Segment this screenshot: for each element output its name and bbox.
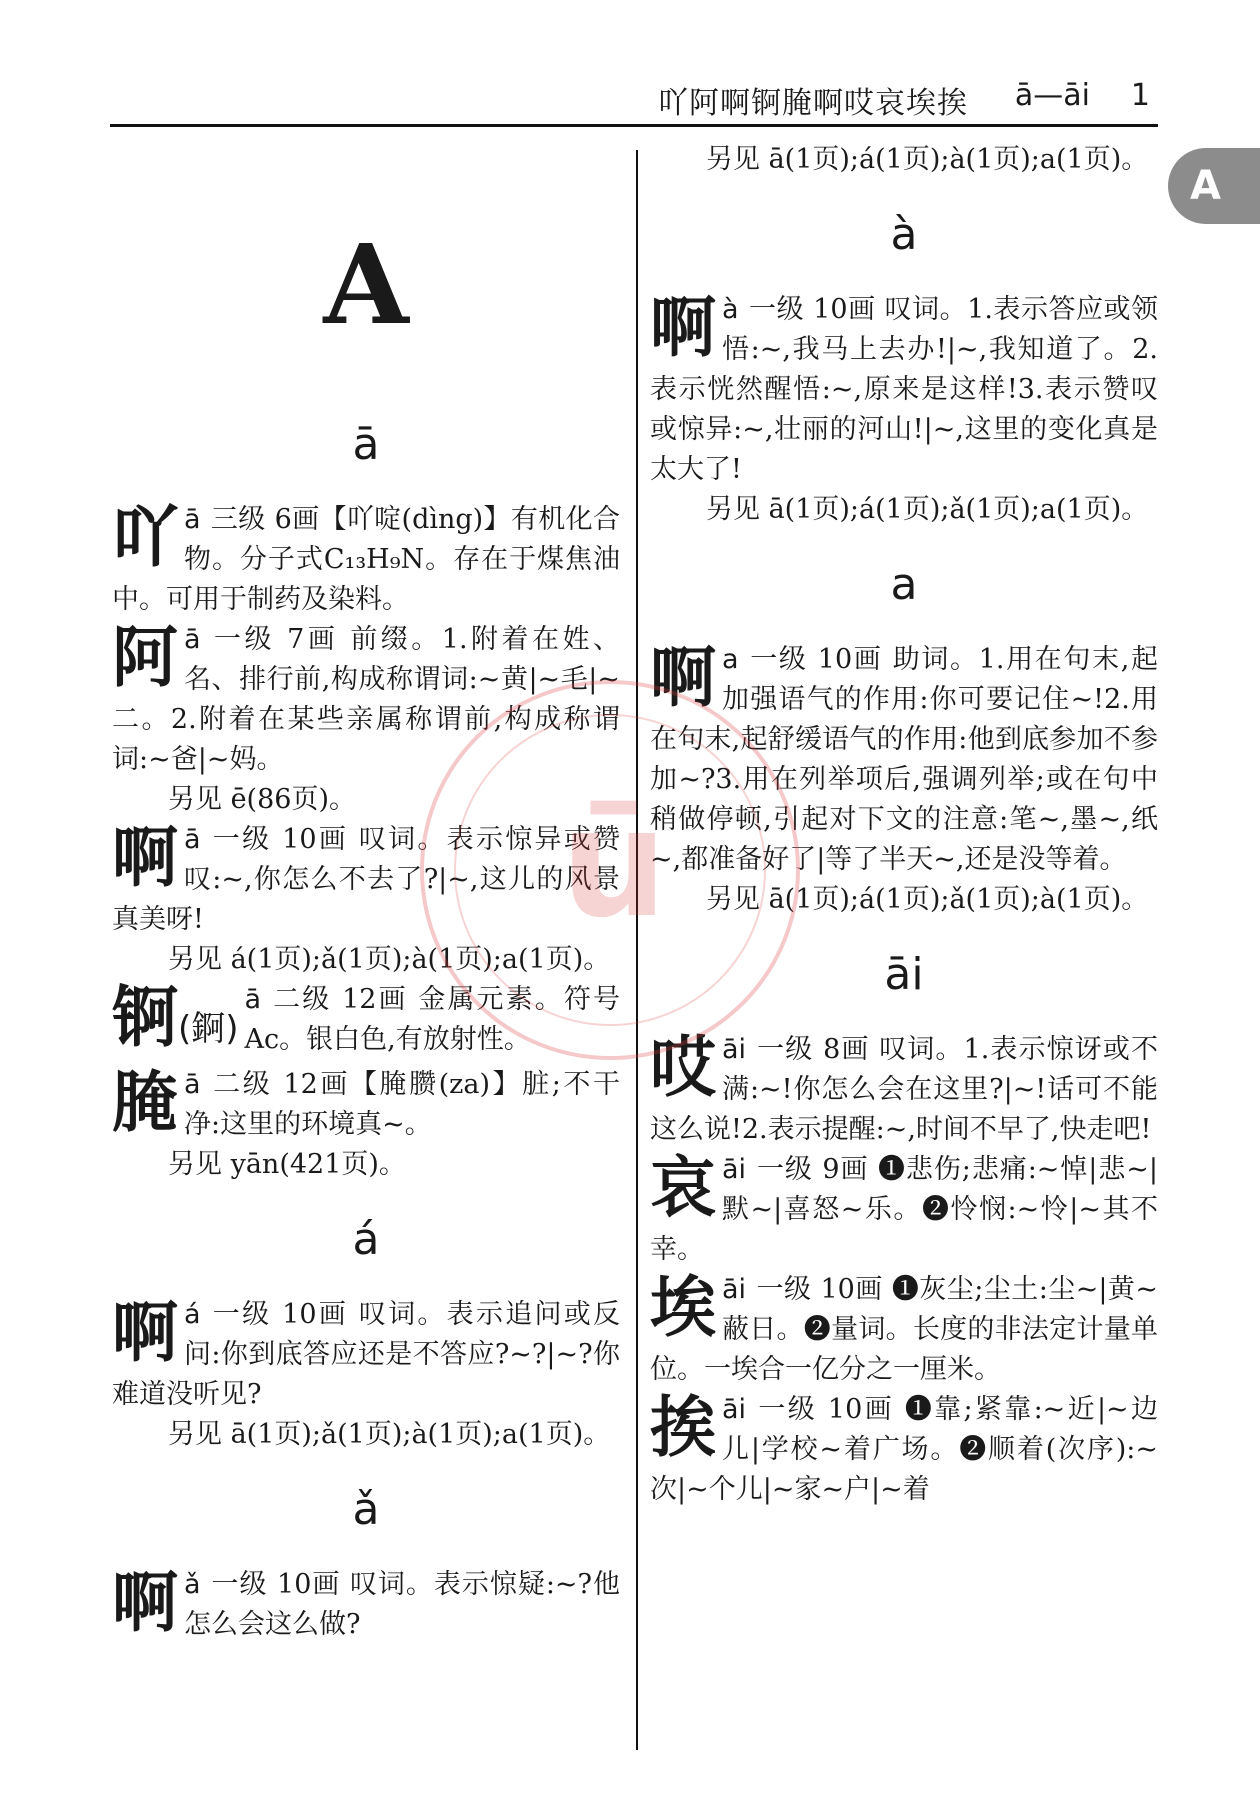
header-rule — [110, 124, 1158, 127]
headword: 哀 — [650, 1149, 716, 1226]
dictionary-entry — [112, 620, 620, 780]
headword: 阿 — [112, 619, 178, 696]
entry-definition: 一级 10画 ❶靠;紧靠:~近|~边儿|学校~着广场。❷顺着(次序):~次|~个儿|~家~户|~着 — [650, 1394, 1158, 1505]
page-number: 1 — [1130, 78, 1150, 113]
cross-reference: 另见 ā(1页);ǎ(1页);à(1页);a(1页)。 — [168, 1419, 611, 1450]
header-characters: 吖阿啊锕腌啊哎哀埃挨 — [658, 86, 968, 121]
entry-pinyin: à — [722, 294, 739, 325]
headword: 挨 — [650, 1389, 716, 1466]
pinyin-heading: a — [890, 559, 918, 610]
dictionary-entry — [650, 1030, 1158, 1150]
entry-pinyin: ā — [184, 504, 201, 535]
entry-definition: 二级 12画【腌臜(za)】脏;不干净:这里的环境真~。 — [184, 1069, 620, 1140]
entry-pinyin: ǎ — [184, 1569, 201, 1600]
cross-reference: 另见 á(1页);ǎ(1页);à(1页);a(1页)。 — [168, 944, 611, 975]
entry-definition: 一级 7画 前缀。1.附着在姓、名、排行前,构成称谓词:~黄|~毛|~二。2.附着在某些亲属称谓前,构成称谓词:~爸|~妈。 — [112, 624, 620, 775]
header-pinyin-range: ā—āi — [1014, 78, 1090, 113]
dictionary-entry — [650, 1270, 1158, 1390]
entry-definition: 一级 10画 助词。1.用在句末,起加强语气的作用:你可要记住~!2.用在句末,起舒缓语气的作用:他到底参加不参加~?3.用在列举项后,强调列举;或在句中稍做停顿,引起对下文的注意:笔~,墨~,纸~,都准备好了|等了半天~,还是没等着。 — [650, 644, 1158, 875]
entry-definition: 一级 10画 ❶灰尘;尘土:尘~|黄~蔽日。❷量词。长度的非法定计量单位。一埃合一亿分之一厘米。 — [650, 1274, 1158, 1385]
pinyin-heading: á — [352, 1214, 380, 1265]
thumb-index-tab[interactable]: A — [1168, 148, 1260, 224]
entry-definition: 三级 6画【吖啶(dìng)】有机化合物。分子式C₁₃H₉N。存在于煤焦油中。可用于制药及染料。 — [112, 504, 620, 615]
headword — [112, 979, 239, 1065]
entry-definition: 一级 9画 ❶悲伤;悲痛:~悼|悲~|默~|喜怒~乐。❷怜悯:~怜|~其不幸。 — [650, 1154, 1158, 1265]
headword: 啊 — [112, 1294, 178, 1371]
entry-definition: 一级 10画 叹词。表示追问或反问:你到底答应还是不答应?~?|~?你难道没听见? — [112, 1299, 620, 1410]
section-letter: A — [323, 220, 409, 349]
entry-pinyin: a — [722, 644, 739, 675]
cross-reference: 另见 ā(1页);á(1页);à(1页);a(1页)。 — [706, 144, 1149, 175]
entry-definition: 二级 12画 金属元素。符号 Ac。银白色,有放射性。 — [244, 984, 620, 1055]
headword-char: 锕 — [112, 979, 178, 1056]
column-divider — [636, 150, 638, 1750]
cross-reference: 另见 ē(86页)。 — [168, 784, 356, 815]
headword: 啊 — [650, 639, 716, 716]
entry-definition: 一级 10画 叹词。表示惊疑:~?他怎么会这么做? — [184, 1569, 620, 1640]
entry-pinyin: ā — [244, 984, 262, 1015]
pinyin-heading: ǎ — [352, 1484, 380, 1535]
entry-definition: 一级 8画 叹词。1.表示惊讶或不满:~!你怎么会在这里?|~!话可不能这么说!2.表示提醒:~,时间不早了,快走吧! — [650, 1034, 1158, 1145]
dictionary-entry — [112, 820, 620, 940]
headword: 腌 — [112, 1064, 178, 1141]
running-header — [110, 70, 1158, 120]
entry-definition: 一级 10画 叹词。表示惊异或赞叹:~,你怎么不去了?|~,这儿的风景真美呀! — [112, 824, 620, 935]
headword-traditional: (錒) — [178, 1009, 239, 1049]
dictionary-entry — [650, 290, 1158, 490]
left-column — [112, 140, 620, 1645]
pinyin-heading: āi — [884, 949, 924, 1000]
entry-pinyin: āi — [722, 1154, 747, 1185]
pinyin-heading: ā — [352, 419, 380, 470]
cross-reference: 另见 ā(1页);á(1页);ǎ(1页);à(1页)。 — [706, 884, 1149, 915]
entry-pinyin: ā — [184, 624, 201, 655]
entry-pinyin: ā — [184, 824, 201, 855]
dictionary-entry — [112, 1295, 620, 1415]
dictionary-entry — [650, 1390, 1158, 1510]
entry-pinyin: āi — [722, 1394, 747, 1425]
pinyin-heading: à — [890, 209, 918, 260]
entry-pinyin: āi — [722, 1034, 747, 1065]
entry-definition: 一级 10画 叹词。1.表示答应或领悟:~,我马上去办!|~,我知道了。2.表示恍然醒悟:~,原来是这样!3.表示赞叹或惊异:~,壮丽的河山!|~,这里的变化真是太大了! — [650, 294, 1158, 485]
entry-pinyin: á — [184, 1299, 201, 1330]
seal-logo-icon: ū — [560, 777, 668, 951]
dictionary-entry — [650, 1150, 1158, 1270]
dictionary-entry — [112, 1565, 620, 1645]
right-column — [650, 140, 1158, 1510]
dictionary-entry — [112, 980, 620, 1065]
headword: 啊 — [112, 819, 178, 896]
cross-reference: 另见 ā(1页);á(1页);ǎ(1页);a(1页)。 — [706, 494, 1149, 525]
entry-pinyin: ā — [184, 1069, 201, 1100]
dictionary-entry — [650, 640, 1158, 880]
entry-pinyin: āi — [722, 1274, 747, 1305]
headword: 啊 — [650, 289, 716, 366]
headword: 啊 — [112, 1564, 178, 1641]
headword: 埃 — [650, 1269, 716, 1346]
headword: 吖 — [112, 499, 178, 576]
dictionary-entry — [112, 500, 620, 620]
cross-reference: 另见 yān(421页)。 — [168, 1149, 406, 1180]
headword: 哎 — [650, 1029, 716, 1106]
dictionary-entry — [112, 1065, 620, 1145]
